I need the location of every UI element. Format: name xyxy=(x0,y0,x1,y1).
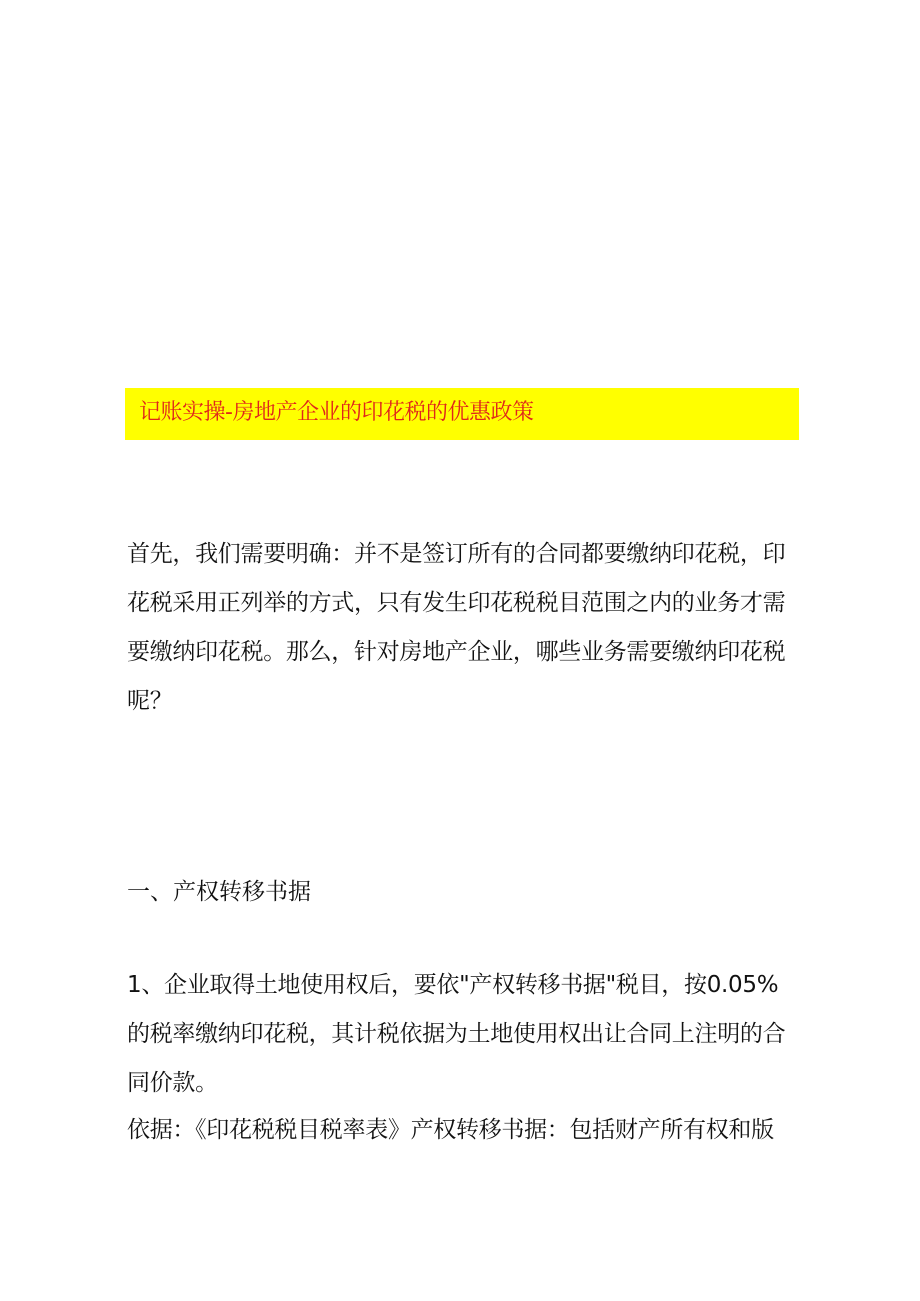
intro-paragraph: 首先，我们需要明确：并不是签订所有的合同都要缴纳印花税，印花税采用正列举的方式，只有发生印花税税目范围之内的业务才需要缴纳印花税。那么，针对房地产企业，哪些业务需要缴纳印花税呢？ xyxy=(127,541,786,714)
basis-paragraph: 依据：《印花税税目税率表》产权转移书据：包括财产所有权和版 xyxy=(127,1117,774,1143)
title-banner xyxy=(125,388,799,440)
item-1-paragraph: 1、企业取得土地使用权后，要依"产权转移书据"税目，按0.05%的税率缴纳印花税，其计税依据为土地使用权出让合同上注明的合同价款。 xyxy=(127,972,786,1096)
document-title: 记账实操-房地产企业的印花税的优惠政策 xyxy=(139,400,534,425)
section-heading: 一、产权转移书据 xyxy=(127,879,311,905)
